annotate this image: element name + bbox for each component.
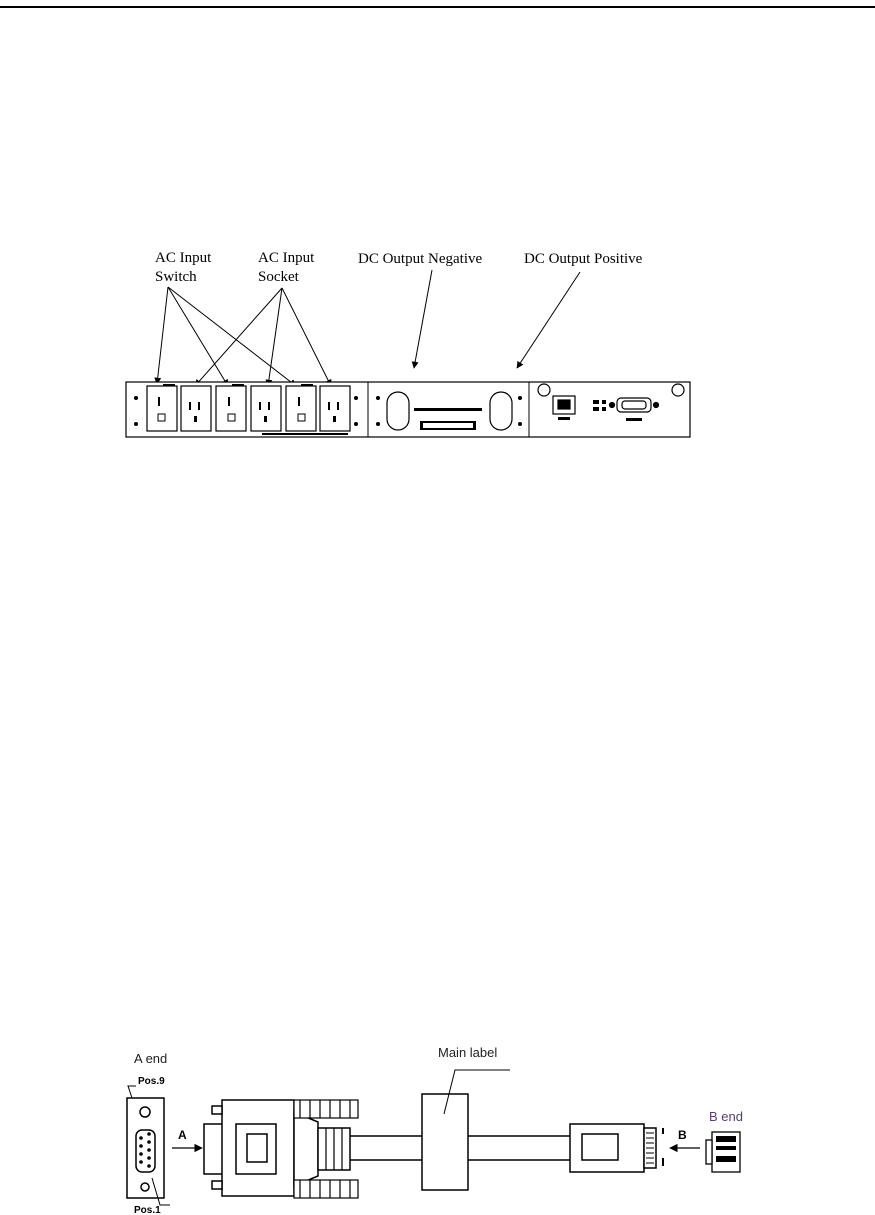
label-arrow-a: A bbox=[178, 1128, 187, 1142]
rj45-pin-numbers bbox=[662, 1128, 664, 1166]
label-main-label: Main label bbox=[438, 1045, 498, 1060]
label-arrow-b: B bbox=[678, 1128, 687, 1142]
label-a-end: A end bbox=[134, 1051, 168, 1066]
label-dc-output-positive: DC Output Positive bbox=[524, 251, 643, 267]
rj45-plug bbox=[570, 1124, 656, 1172]
label-pos9: Pos.9 bbox=[138, 1076, 165, 1087]
pointer-arrows bbox=[157, 270, 580, 386]
rj45-face-marks bbox=[716, 1136, 736, 1162]
db9-connector-face bbox=[127, 1098, 164, 1198]
rear-panel-diagram bbox=[126, 250, 690, 437]
cable-diagram bbox=[127, 1045, 743, 1215]
label-b-end: B end bbox=[709, 1109, 743, 1124]
label-ac-input-switch-line1: AC Input bbox=[155, 250, 212, 266]
label-dc-output-negative: DC Output Negative bbox=[358, 251, 483, 267]
label-ac-input-switch-line2: Switch bbox=[155, 269, 197, 285]
rack-panel bbox=[126, 382, 690, 437]
label-ac-input-socket-line1: AC Input bbox=[258, 250, 315, 266]
rj45-contacts bbox=[646, 1133, 654, 1163]
label-pos1: Pos.1 bbox=[134, 1205, 161, 1215]
label-ac-input-socket-line2: Socket bbox=[258, 269, 299, 285]
